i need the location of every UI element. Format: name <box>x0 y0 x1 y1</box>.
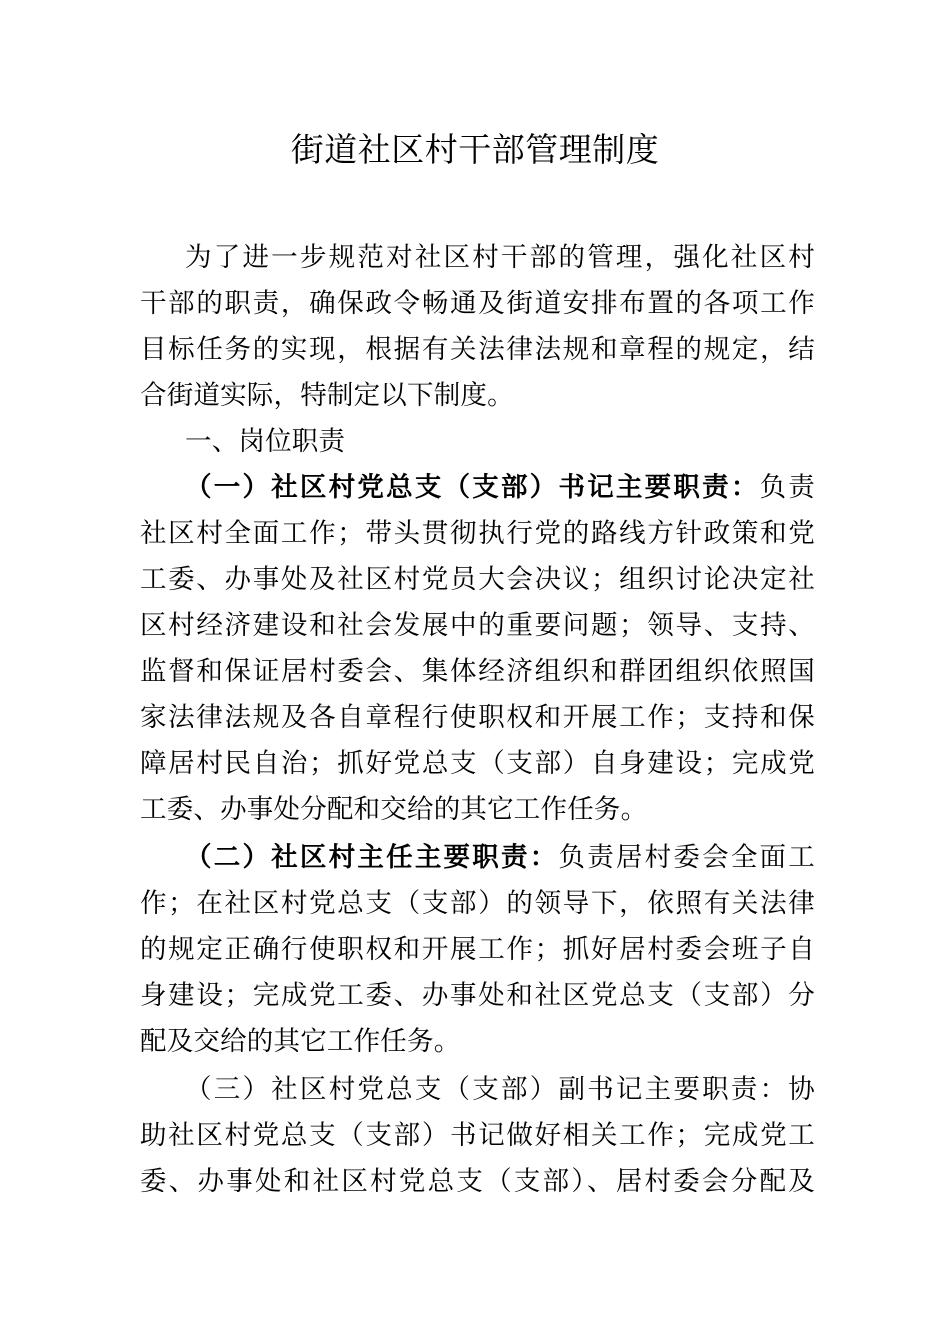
item1-first-line-rest: 负责 <box>759 472 816 503</box>
item3-line-3: 委、办事处和社区村党总支（支部）、居村委会分配及 <box>140 1166 815 1197</box>
item2-line-4: 身建设；完成党工委、办事处和社区党总支（支部）分 <box>140 980 815 1011</box>
item1-heading: （一）社区村党总支（支部）书记主要职责： <box>185 472 760 503</box>
item2-first-line-rest: 负责居村委会全面工 <box>558 842 815 873</box>
intro-line-3: 目标任务的实现，根据有关法律法规和章程的规定，结 <box>140 334 815 365</box>
item2-heading: （二）社区村主任主要职责： <box>185 842 559 873</box>
intro-line-1: 为了进一步规范对社区村干部的管理，强化社区村 <box>185 242 815 273</box>
intro-line-2: 干部的职责，确保政令畅通及街道安排布置的各项工作 <box>140 288 815 319</box>
item1-line-1 <box>185 465 815 511</box>
intro-line-4: 合街道实际，特制定以下制度。 <box>140 380 514 411</box>
item1-line-4: 区村经济建设和社会发展中的重要问题；领导、支持、 <box>140 610 815 641</box>
item1-line-3: 工委、办事处及社区村党员大会决议；组织讨论决定社 <box>140 564 815 595</box>
item1-line-2: 社区村全面工作；带头贯彻执行党的路线方针政策和党 <box>140 518 815 549</box>
document-title: 街道社区村干部管理制度 <box>290 130 660 169</box>
item2-line-1 <box>185 835 815 881</box>
item1-line-7: 障居村民自治；抓好党总支（支部）自身建设；完成党 <box>140 748 815 779</box>
item2-line-3: 的规定正确行使职权和开展工作；抓好居村委会班子自 <box>140 934 815 965</box>
item3-line-2: 助社区村党总支（支部）书记做好相关工作；完成党工 <box>140 1120 815 1151</box>
item3-line-1: （三）社区村党总支（支部）副书记主要职责：协 <box>185 1074 815 1105</box>
item1-line-6: 家法律法规及各自章程行使职权和开展工作；支持和保 <box>140 702 815 733</box>
item2-line-2: 作；在社区村党总支（支部）的领导下，依照有关法律 <box>140 888 815 919</box>
item2-line-5: 配及交给的其它工作任务。 <box>140 1026 461 1057</box>
item1-line-5: 监督和保证居村委会、集体经济组织和群团组织依照国 <box>140 656 815 687</box>
section-heading: 一、岗位职责 <box>185 426 346 457</box>
item1-line-8: 工委、办事处分配和交给的其它工作任务。 <box>140 794 648 825</box>
